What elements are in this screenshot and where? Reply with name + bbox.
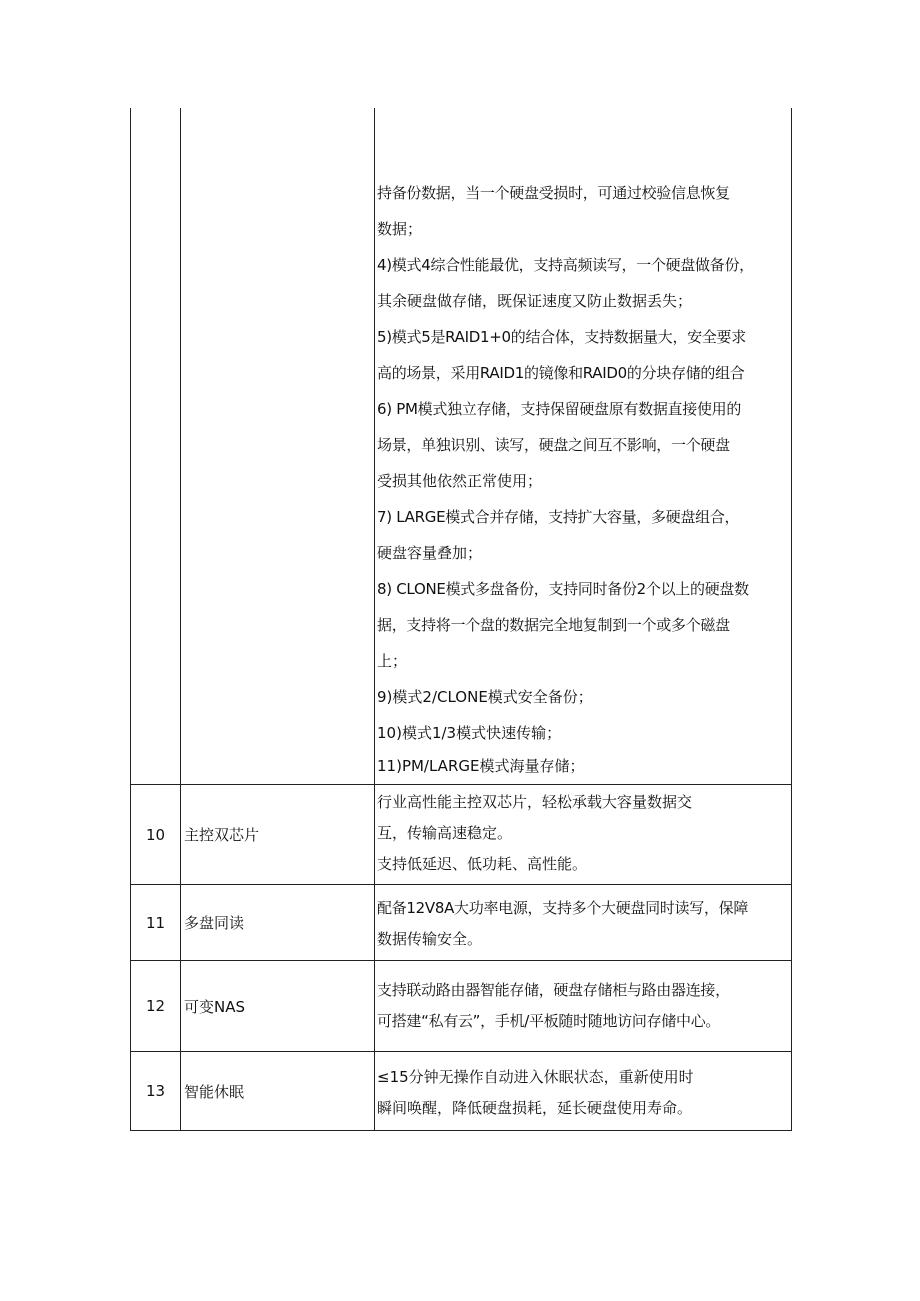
description-line: 高的场景，采用RAID1的镜像和RAID0的分块存储的组合 bbox=[377, 364, 745, 382]
table-row bbox=[131, 885, 792, 961]
description-line: 场景，单独识别、读写，硬盘之间互不影响，一个硬盘 bbox=[377, 436, 730, 454]
feature-name-cell bbox=[181, 108, 375, 785]
description-line: 受损其他依然正常使用； bbox=[377, 472, 543, 490]
description-line: 10)模式1/3模式快速传输； bbox=[377, 724, 562, 742]
feature-description-cell bbox=[375, 1052, 792, 1131]
feature-description-cell bbox=[375, 961, 792, 1052]
description-line: 其余硬盘做存储，既保证速度又防止数据丢失； bbox=[377, 292, 693, 310]
spec-table-container bbox=[130, 108, 789, 1131]
description-line: 上； bbox=[377, 652, 408, 670]
description-line: 瞬间唤醒，降低硬盘损耗，延长硬盘使用寿命。 bbox=[377, 1099, 693, 1117]
description-line: 6) PM模式独立存储，支持保留硬盘原有数据直接使用的 bbox=[377, 400, 742, 418]
row-number-cell: 12 bbox=[131, 961, 181, 1052]
row-number-cell: 11 bbox=[131, 885, 181, 961]
feature-name-cell: 智能休眠 bbox=[181, 1052, 375, 1131]
description-line: 可搭建“私有云”，手机/平板随时随地访问存储中心。 bbox=[377, 1012, 721, 1030]
table-row bbox=[131, 961, 792, 1052]
description-line: 互，传输高速稳定。 bbox=[377, 824, 513, 842]
table-row bbox=[131, 785, 792, 885]
table-row bbox=[131, 1052, 792, 1131]
spec-table bbox=[130, 108, 792, 1131]
description-line: 7) LARGE模式合并存储，支持扩大容量，多硬盘组合， bbox=[377, 508, 740, 526]
row-number-cell bbox=[131, 108, 181, 785]
description-line: 配备12V8A大功率电源，支持多个大硬盘同时读写，保障 bbox=[377, 899, 749, 917]
description-line: 11)PM/LARGE模式海量存储； bbox=[377, 757, 585, 775]
feature-description-cell bbox=[375, 785, 792, 885]
description-line: 数据； bbox=[377, 220, 423, 238]
row-number-cell: 10 bbox=[131, 785, 181, 885]
description-line: 5)模式5是RAID1+0的结合体，支持数据量大，安全要求 bbox=[377, 328, 746, 346]
description-line: 硬盘容量叠加； bbox=[377, 544, 483, 562]
description-line: 支持联动路由器智能存储，硬盘存储柜与路由器连接， bbox=[377, 981, 730, 999]
table-row-continued bbox=[131, 108, 792, 785]
description-line: 据，支持将一个盘的数据完全地复制到一个或多个磁盘 bbox=[377, 616, 730, 634]
description-line: 8) CLONE模式多盘备份，支持同时备份2个以上的硬盘数 bbox=[377, 580, 749, 598]
feature-description-cell bbox=[375, 885, 792, 961]
description-line: 支持低延迟、低功耗、高性能。 bbox=[377, 855, 588, 873]
description-line: ≤15分钟无操作自动进入休眠状态，重新使用时 bbox=[377, 1068, 694, 1086]
description-line: 持备份数据，当一个硬盘受损时，可通过校验信息恢复 bbox=[377, 184, 730, 202]
feature-name-cell: 多盘同读 bbox=[181, 885, 375, 961]
feature-name-cell: 可变NAS bbox=[181, 961, 375, 1052]
feature-name-cell: 主控双芯片 bbox=[181, 785, 375, 885]
description-line: 行业高性能主控双芯片，轻松承载大容量数据交 bbox=[377, 793, 693, 811]
description-line: 4)模式4综合性能最优，支持高频读写，一个硬盘做备份， bbox=[377, 256, 754, 274]
feature-description-cell bbox=[375, 108, 792, 785]
description-line: 数据传输安全。 bbox=[377, 930, 483, 948]
row-number-cell: 13 bbox=[131, 1052, 181, 1131]
description-line: 9)模式2/CLONE模式安全备份； bbox=[377, 688, 593, 706]
